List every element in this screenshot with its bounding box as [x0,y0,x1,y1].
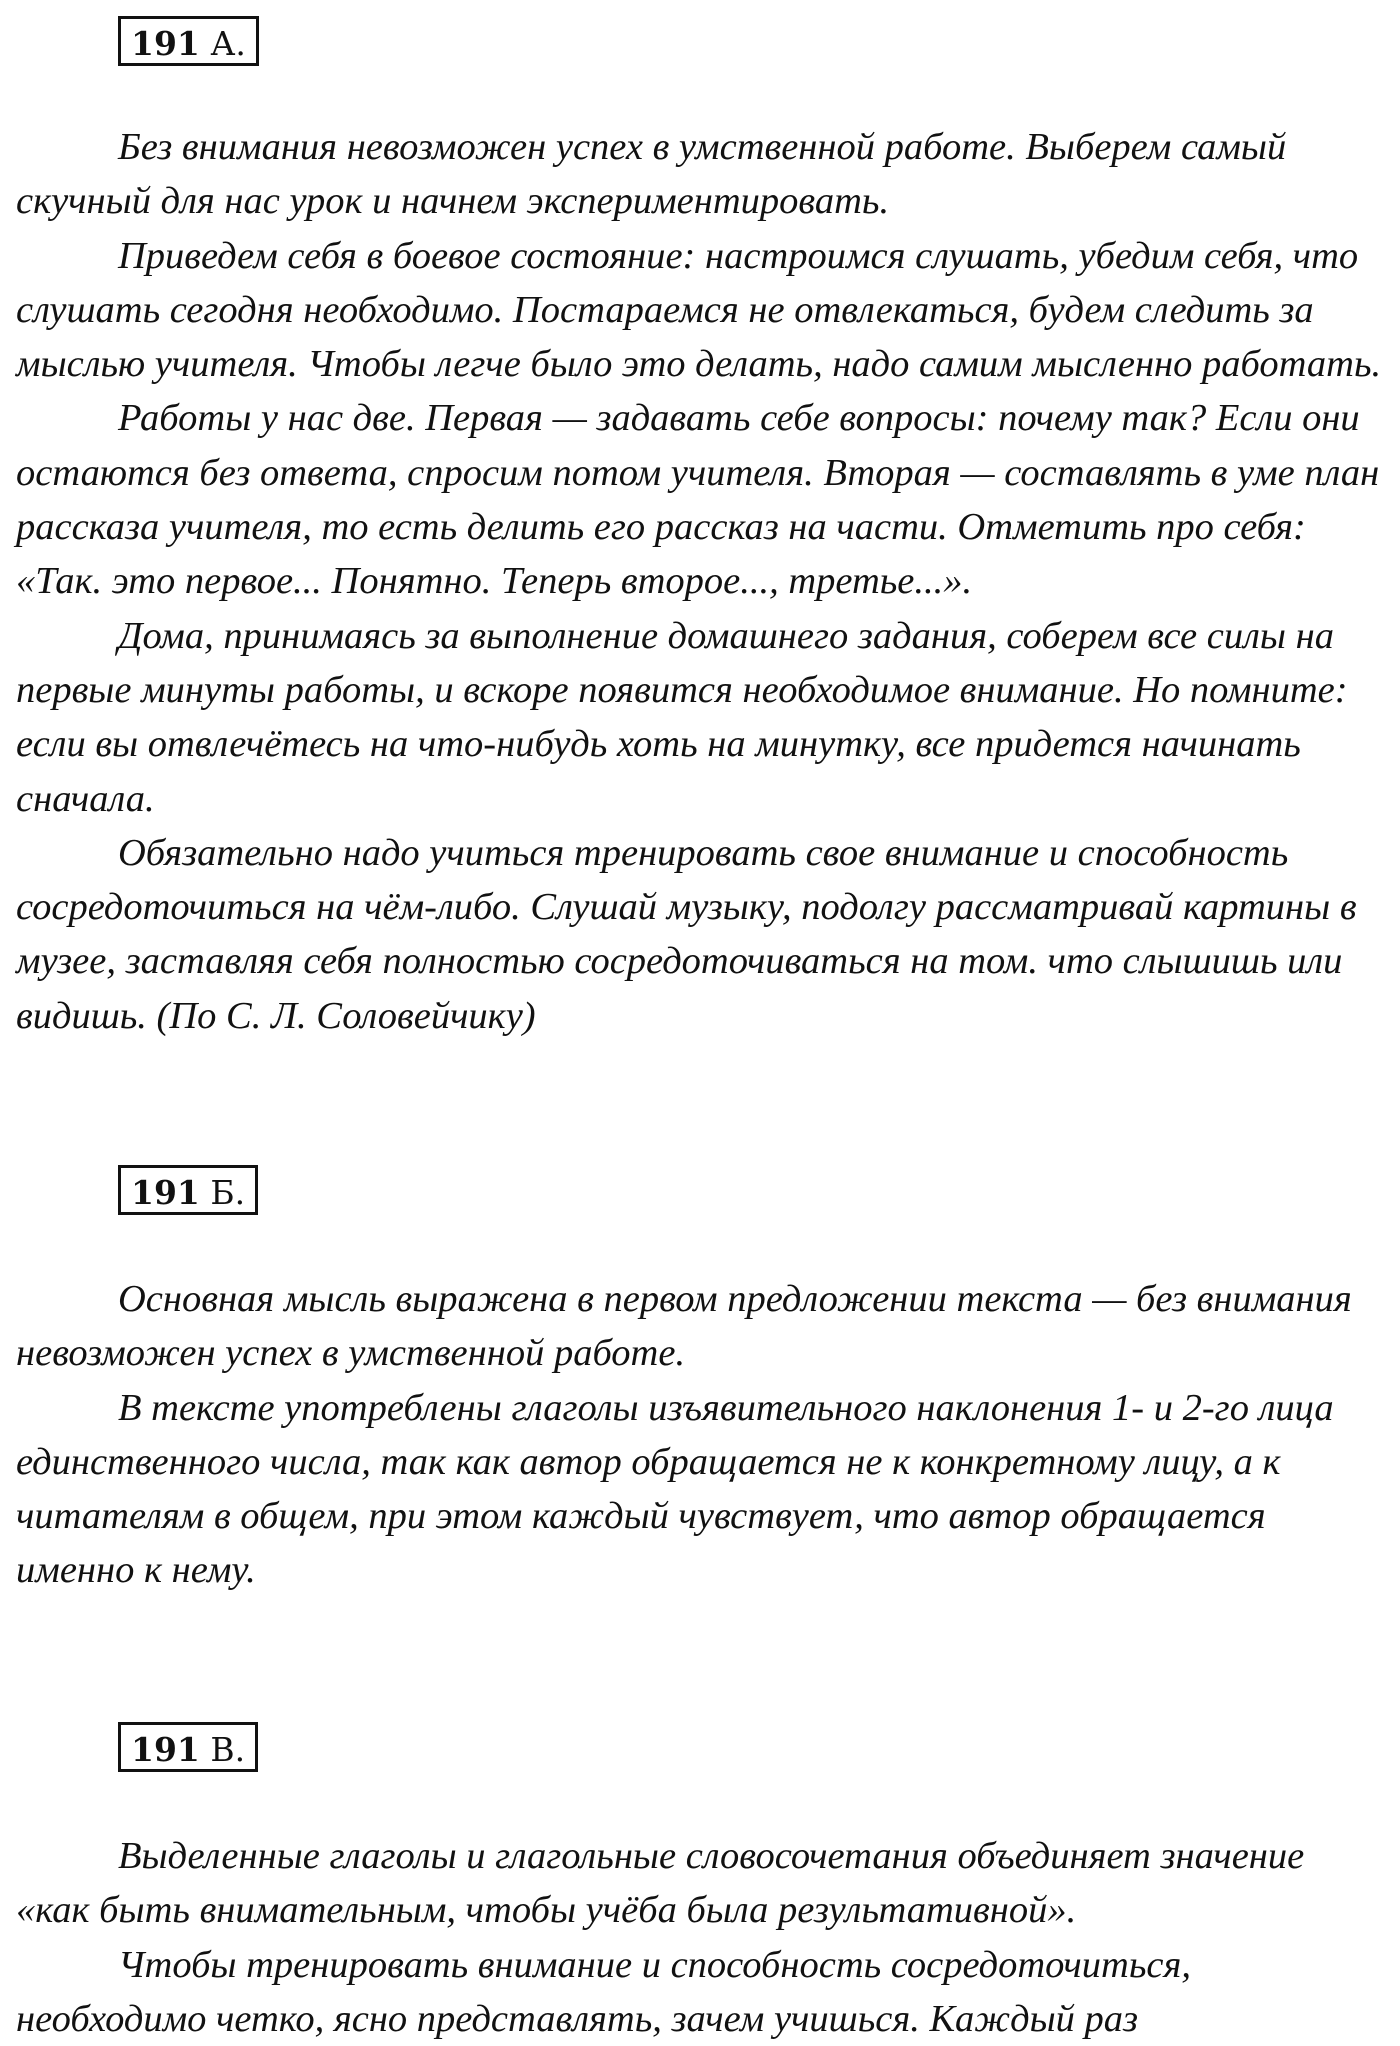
paragraph: Чтобы тренировать внимание и способность сосредоточиться, необходимо четко, ясно представлять, зачем учишься. Каждый раз [16,1943,1191,2040]
exercise-letter: В. [210,1730,246,1769]
exercise-text [16,1829,1386,2046]
paragraph: Дома, принимаясь за выполнение домашнего задания, соберем все силы на первые минуты работы, и вскоре появится необходимое внимание. Но помните: если вы отвлечётесь на что-нибудь хоть на минутку, все придется начинать сначала. [16,614,1348,820]
exercise-text [16,1272,1386,1598]
exercise-number-badge [118,1165,258,1215]
paragraph: В тексте употреблены глаголы изъявительного наклонения 1- и 2-го лица единственного числа, так как автор обращается не к конкретному лицу, а к читателям в общем, при этом каждый чувствует, что автор обращается именно к нему. [16,1386,1334,1592]
exercise-letter: А. [210,24,246,63]
paragraph: Обязательно надо учиться тренировать свое внимание и способность сосредоточиться на чём-либо. Слушай музыку, подолгу рассматривай картины в музее, заставляя себя полностью сосредоточиваться на том. что слышишь или видишь. (По С. Л. Соловейчику) [16,831,1357,1037]
exercise-number-badge [118,16,259,66]
exercise-number-badge [118,1722,258,1772]
paragraph: Работы у нас две. Первая — задавать себе вопросы: почему так? Если они остаются без ответа, спросим потом учителя. Вторая — составлять в уме план рассказа учителя, то есть делить его рассказ на части. Отметить про себя: «Так. это первое... Понятно. Теперь второе..., третье...». [16,397,1380,603]
exercise-text [16,120,1386,1043]
exercise-number: 191 [131,24,200,63]
paragraph: Приведем себя в боевое состояние: настроимся слушать, убедим себя, что слушать сегодня необходимо. Постараемся не отвлекаться, будем следить за мыслью учителя. Чтобы легче было это делать, надо самим мысленно работать. [16,234,1382,386]
paragraph: Выделенные глаголы и глагольные словосочетания объединяет значение «как быть внимательным, чтобы учёба была результативной». [16,1835,1305,1932]
exercise-number: 191 [131,1730,200,1769]
exercise-letter: Б. [210,1173,246,1212]
exercise-number: 191 [131,1173,200,1212]
paragraph: Основная мысль выражена в первом предложении текста — без внимания невозможен успех в умственной работе. [16,1278,1352,1375]
paragraph: Без внимания невозможен успех в умственной работе. Выберем самый скучный для нас урок и начнем экспериментировать. [16,126,1287,223]
